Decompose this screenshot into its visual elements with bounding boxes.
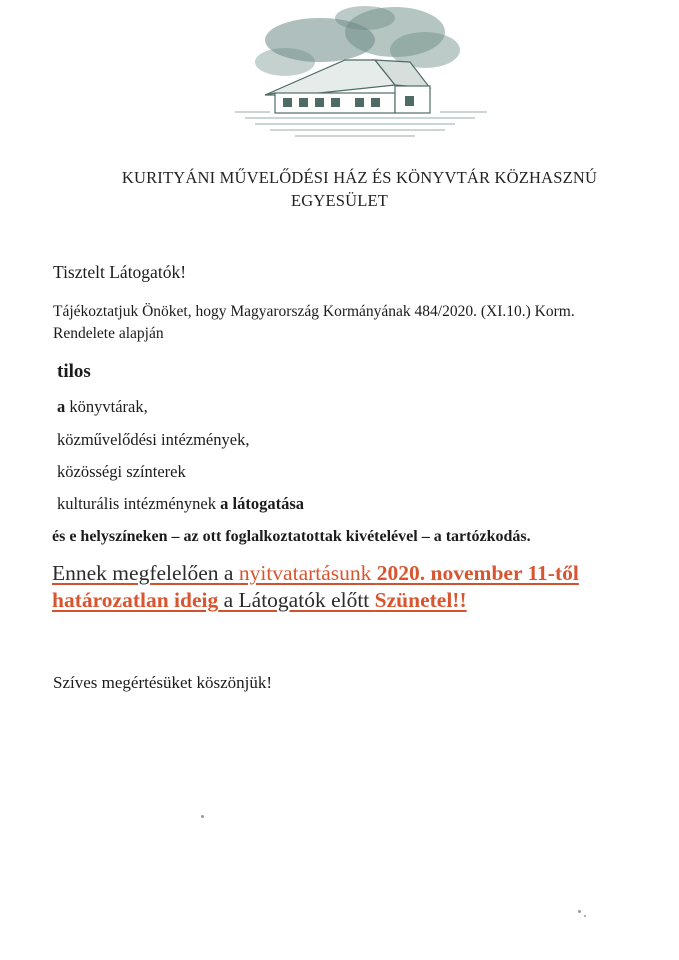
item-text: kulturális intézménynek bbox=[57, 494, 221, 513]
item-bold-suffix: a látogatása bbox=[220, 494, 304, 513]
notice-part-4: től határozatlan ideig bbox=[52, 561, 579, 612]
notice-part-6: Szünetel!! bbox=[374, 588, 467, 612]
org-line-2: EGYESÜLET bbox=[290, 191, 389, 210]
list-item-kulturalis bbox=[57, 494, 304, 514]
org-line-1: KURITYÁNI MŰVELŐDÉSI HÁZ ÉS KÖNYVTÁR KÖZHASZNÚ bbox=[121, 168, 598, 187]
item-bold-prefix: a bbox=[57, 397, 66, 416]
restriction-line: és e helyszíneken – az ott foglalkoztatottak kivételével – a tartózkodás. bbox=[52, 528, 531, 545]
notice-part-3: 2020. november 11- bbox=[376, 561, 555, 585]
house-with-trees-illustration-icon bbox=[225, 0, 495, 148]
scan-speck bbox=[578, 910, 581, 913]
organization-name bbox=[0, 166, 679, 212]
thanks-line: Szíves megértésüket köszönjük! bbox=[53, 673, 273, 692]
list-item-kozmuvelodesi: közművelődési intézmények, bbox=[57, 430, 250, 449]
greeting: Tisztelt Látogatók! bbox=[53, 262, 187, 282]
notice-part-1: Ennek megfelelően a bbox=[52, 561, 239, 585]
scan-speck bbox=[584, 915, 586, 917]
notice-part-2: nyitvatartásunk bbox=[238, 561, 377, 585]
scan-speck bbox=[201, 815, 204, 818]
intro-paragraph bbox=[53, 301, 613, 345]
intro-line-1: Tájékoztatjuk Önöket, hogy Magyarország Kormányának 484/2020. (XI.10.) Korm. bbox=[53, 303, 575, 320]
list-item-konyvtarak bbox=[57, 397, 148, 417]
tilos-heading: tilos bbox=[57, 361, 91, 382]
item-text: könyvtárak, bbox=[65, 397, 148, 416]
intro-line-2: Rendelete alapján bbox=[53, 325, 164, 342]
notice-part-5: a Látogatók előtt bbox=[218, 588, 375, 612]
list-item-kozossegi: közösségi színterek bbox=[57, 462, 186, 481]
closure-notice bbox=[52, 560, 632, 614]
